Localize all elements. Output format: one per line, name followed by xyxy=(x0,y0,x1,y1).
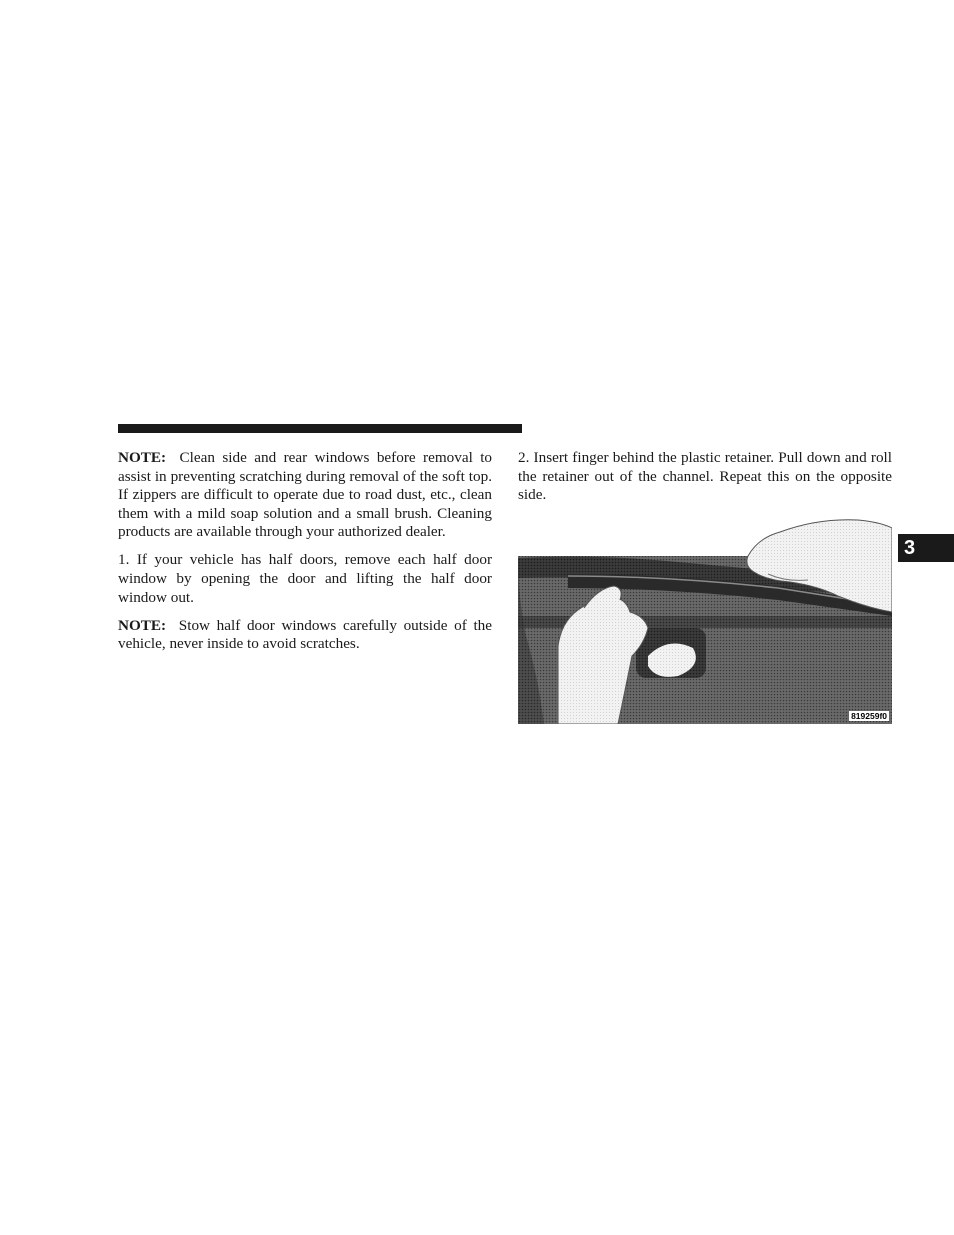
left-column xyxy=(118,449,492,663)
note-label: NOTE: xyxy=(118,616,167,634)
retainer-photo xyxy=(518,516,892,724)
note-text: Stow half door windows carefully outside of the vehicle, never inside to avoid scratches. xyxy=(118,616,492,653)
step-1: 1. If your vehicle has half doors, remove each half door window by opening the door and lifting the half door window out. xyxy=(118,551,492,606)
chapter-tab: 3 xyxy=(898,534,954,562)
figure-code: 819259f0 xyxy=(851,711,887,721)
section-rule xyxy=(118,424,522,433)
note-clean-windows xyxy=(118,449,492,542)
step-2: 2. Insert finger behind the plastic retainer. Pull down and roll the retainer out of the channel. Repeat this on the opposite side. xyxy=(518,449,892,504)
note-label: NOTE: xyxy=(118,449,167,466)
right-column xyxy=(518,449,892,514)
retainer-removal-illustration xyxy=(518,516,892,724)
note-stow-windows xyxy=(118,617,492,654)
note-text: Clean side and rear windows before removal to assist in preventing scratching during removal of the soft top. If zippers are difficult to operate due to road dust, etc., clean them with a mild soap solution and a small brush. Cleaning products are available through your authorized dealer. xyxy=(118,449,493,541)
